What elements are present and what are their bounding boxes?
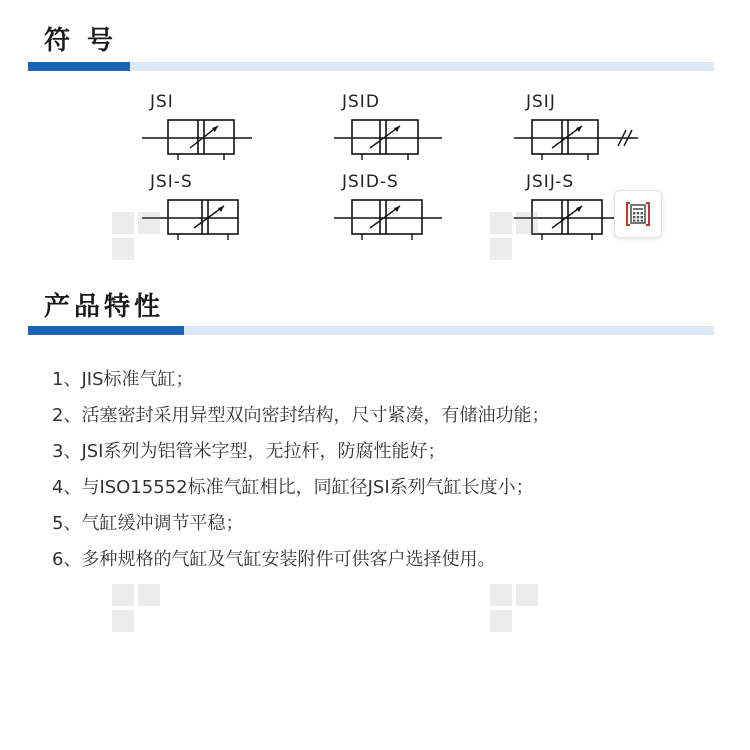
features-section-accent <box>28 326 184 335</box>
symbol-label: JSI-S <box>150 172 193 192</box>
cylinder-symbol-icon <box>142 112 272 162</box>
symbol-jsid <box>330 92 460 166</box>
symbol-label: JSI <box>150 92 174 112</box>
symbol-jsid-s <box>330 172 460 246</box>
watermark-logo-icon <box>112 212 162 262</box>
symbol-label: JSIJ-S <box>526 172 575 192</box>
symbol-label: JSIJ <box>526 92 556 112</box>
features-list <box>52 362 549 578</box>
feature-item: 6、多种规格的气缸及气缸安装附件可供客户选择使用。 <box>52 549 496 570</box>
watermark-logo-icon <box>490 212 540 262</box>
calculator-button[interactable] <box>614 190 662 238</box>
watermark-logo-icon <box>112 584 162 634</box>
watermark-logo-icon <box>490 584 540 634</box>
feature-item: 2、活塞密封采用异型双向密封结构，尺寸紧凑，有储油功能； <box>52 405 550 426</box>
symbol-jsi <box>142 92 272 166</box>
feature-item: 1、JIS标准气缸； <box>52 369 194 390</box>
cylinder-symbol-icon <box>514 112 644 162</box>
symbol-label: JSID <box>342 92 380 112</box>
features-section-divider <box>28 326 714 335</box>
cylinder-symbol-icon <box>330 192 460 242</box>
symbols-section-divider <box>28 62 714 71</box>
feature-item: 5、气缸缓冲调节平稳； <box>52 513 244 534</box>
feature-item: 3、JSI系列为铝管米字型，无拉杆，防腐性能好； <box>52 441 446 462</box>
symbols-section-title: 符 号 <box>44 26 118 56</box>
cylinder-symbol-icon <box>330 112 460 162</box>
features-section-title: 产品特性 <box>44 292 165 322</box>
calculator-icon <box>624 200 652 228</box>
symbol-jsij <box>514 92 644 166</box>
feature-item: 4、与ISO15552标准气缸相比，同缸径JSI系列气缸长度小； <box>52 477 534 498</box>
symbol-label: JSID-S <box>342 172 399 192</box>
symbols-section-accent <box>28 62 130 71</box>
